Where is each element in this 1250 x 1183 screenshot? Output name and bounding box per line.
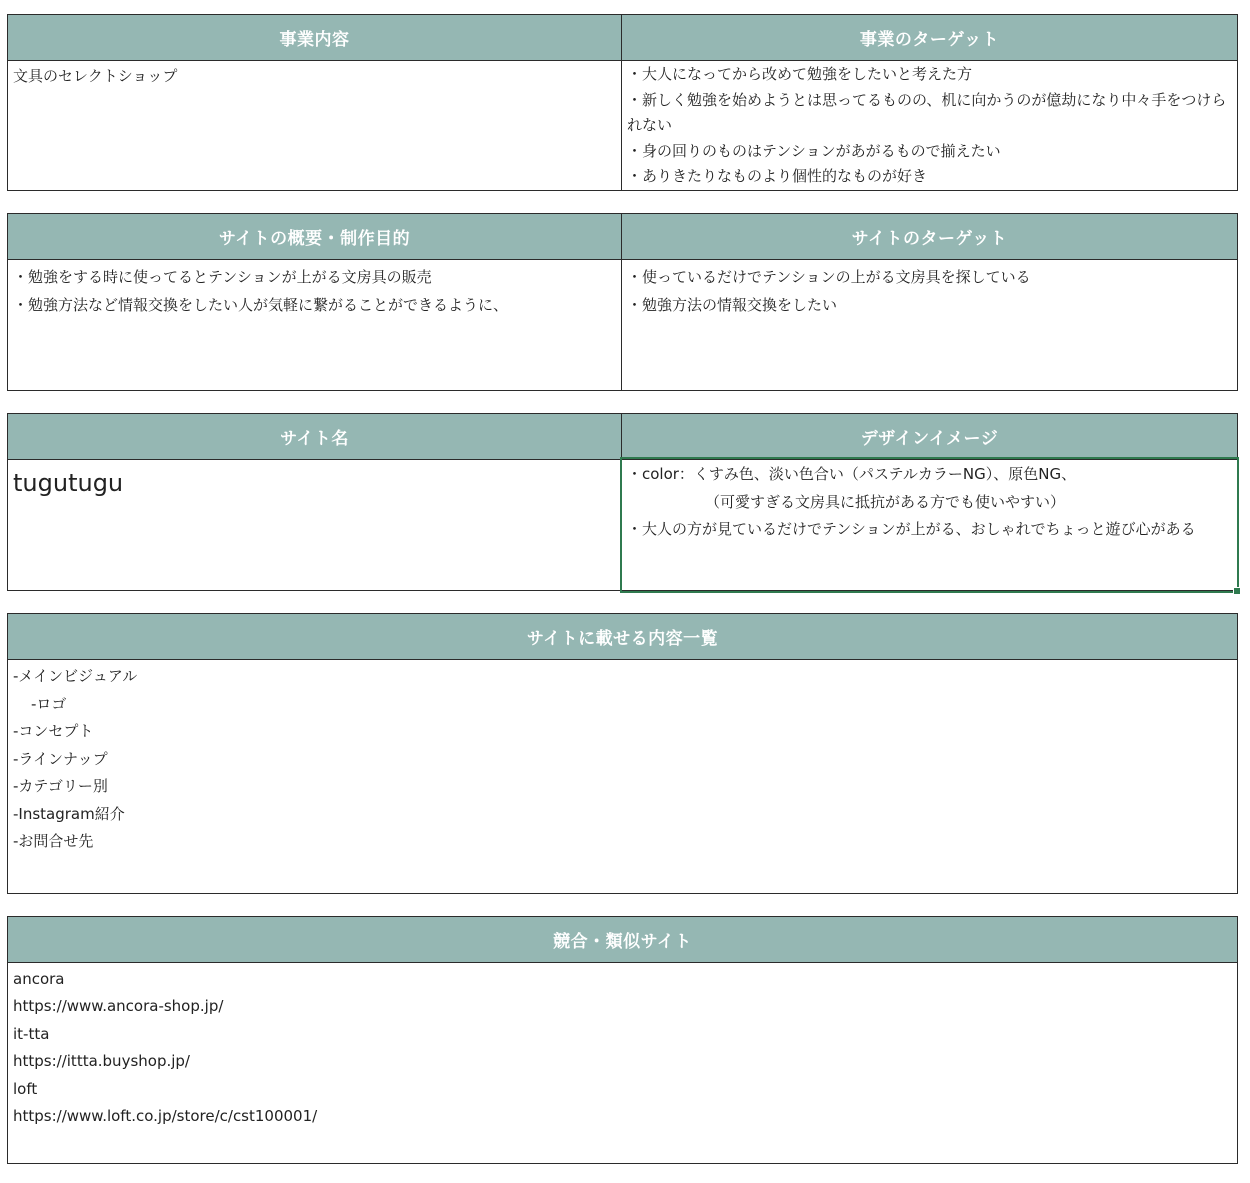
business-target-line: ・身の回りのものはテンションがあがるもので揃えたい <box>627 141 1001 160</box>
business-target-cell[interactable] <box>622 61 1237 190</box>
site-name-header-row <box>8 414 1237 460</box>
competitor-name: loft <box>13 1079 38 1098</box>
site-name-text: tugutugu <box>13 469 124 497</box>
site-target-header-cell[interactable]: サイトのターゲット <box>851 229 1008 249</box>
site-target-line: ・使っているだけでテンションの上がる文房具を探している <box>627 268 1031 286</box>
site-target-cell[interactable] <box>622 260 1237 390</box>
site-overview-table <box>7 213 1238 391</box>
design-image-header-cell[interactable]: デザインイメージ <box>860 429 999 449</box>
business-table <box>7 14 1238 191</box>
contents-cell[interactable] <box>8 660 1237 893</box>
content-item: -お問合せ先 <box>13 832 94 850</box>
design-image-line: ・color：くすみ色、淡い色合い（パステルカラーNG）、原色NG、 <box>627 465 1077 483</box>
site-name-cell[interactable] <box>8 460 622 590</box>
content-item: -コンセプト <box>13 722 94 740</box>
contents-header-row <box>8 614 1237 660</box>
site-overview-line: ・勉強をする時に使ってるとテンションが上がる文房具の販売 <box>13 268 432 286</box>
competitor-url[interactable]: https://ittta.buyshop.jp/ <box>13 1052 190 1071</box>
design-image-cell[interactable] <box>622 460 1237 590</box>
business-content-text: 文具のセレクトショップ <box>13 67 178 85</box>
competitor-url[interactable]: https://www.ancora-shop.jp/ <box>13 997 224 1016</box>
business-content-cell[interactable] <box>8 61 622 190</box>
competitors-header-row <box>8 917 1237 963</box>
site-name-header-cell[interactable]: サイト名 <box>8 414 622 459</box>
contents-table <box>7 613 1238 894</box>
content-item: -ロゴ <box>31 694 67 713</box>
site-name-table <box>7 413 1238 591</box>
business-target-line: ・新しく勉強を始めようとは思ってるものの、机に向かうのが億劫になり中々手をつけられない <box>627 90 1227 134</box>
content-item: -ラインナップ <box>13 749 108 768</box>
design-image-line: ・大人の方が見ているだけでテンションが上がる、おしゃれでちょっと遊び心がある <box>627 520 1196 538</box>
site-overview-cell[interactable] <box>8 260 622 390</box>
competitor-name: ancora <box>13 970 65 988</box>
content-item: -Instagram紹介 <box>13 804 125 823</box>
business-header-row <box>8 15 1237 61</box>
site-overview-line: ・勉強方法など情報交換をしたい人が気軽に繋がることができるように、 <box>13 296 509 314</box>
business-target-header-cell[interactable]: 事業のターゲット <box>859 30 1000 50</box>
content-item: -メインビジュアル <box>13 667 138 685</box>
competitor-url[interactable]: https://www.loft.co.jp/store/c/cst100001/ <box>13 1107 318 1126</box>
site-overview-header-row <box>8 214 1237 260</box>
content-item: -カテゴリー別 <box>13 777 108 795</box>
business-header-cell[interactable]: 事業内容 <box>8 15 622 60</box>
business-target-line: ・ありきたりなものより個性的なものが好き <box>627 167 928 185</box>
competitors-table <box>7 916 1238 1164</box>
competitor-name: it-tta <box>13 1024 50 1043</box>
business-target-line: ・大人になってから改めて勉強をしたいと考えた方 <box>627 65 973 83</box>
fill-handle[interactable] <box>1233 587 1241 595</box>
contents-header-cell[interactable]: サイトに載せる内容一覧 <box>526 629 719 649</box>
competitors-header-cell[interactable]: 競合・類似サイト <box>553 932 692 952</box>
site-target-line: ・勉強方法の情報交換をしたい <box>627 296 838 314</box>
design-image-line: （可愛すぎる文房具に抵抗がある方でも使いやすい） <box>705 492 1066 511</box>
site-overview-header-cell[interactable]: サイトの概要・制作目的 <box>8 214 622 259</box>
competitors-cell[interactable] <box>8 963 1237 1163</box>
